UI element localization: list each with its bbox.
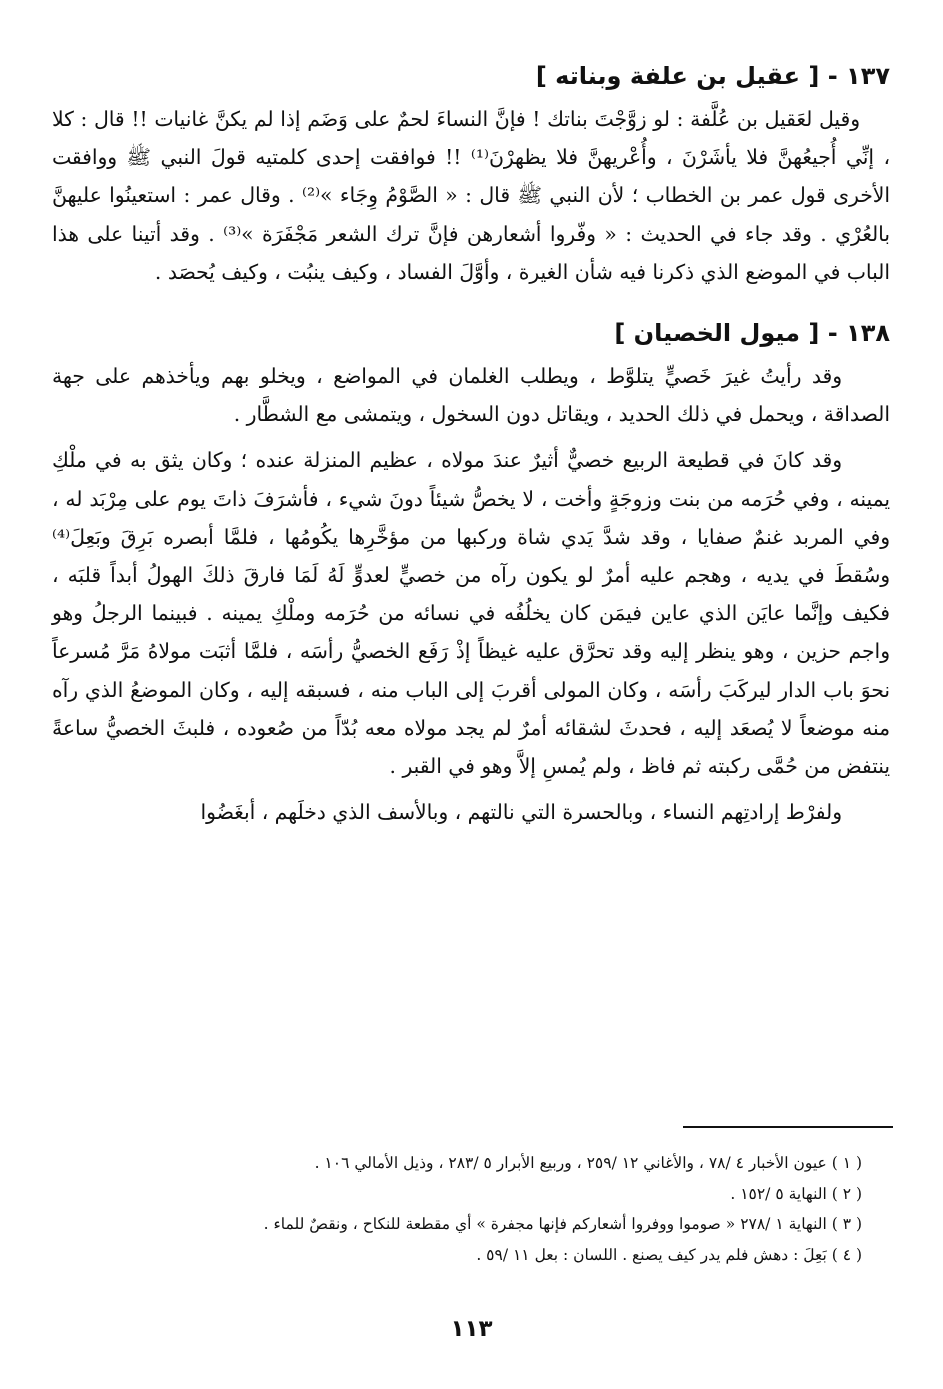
paragraph-aqil: وقيل لعَقيل بن عُلَّفة : لو زوَّجْتَ بناتك ! فإنَّ النساءَ لحمٌ على وَضَم إذا لم يكنَّ غانيات !! قال : كلا ، إنِّي أُجيعُهنَّ فلا يأشَرْنَ ، وأُعْريهنَّ فلا يظهرْنَ⁽¹⁾ !! فوافقت إحدى كلمتيه قولَ النبي ﷺ ووافقت الأخرى قول عمر بن الخطاب ؛ لأن النبي ﷺ قال : « الصَّوْمُ وِجَاء »⁽²⁾ . وقال عمر : استعينُوا عليهنَّ بالعُرْي . وقد جاء في الحديث : « وفّروا أشعارهن فإنَّ ترك الشعر مَجْفَرَة »⁽³⁾ . وقد أتينا على هذا الباب في الموضع الذي ذكرنا فيه شأن الغيرة ، وأوَّلَ الفساد ، وكيف ينبُت ، وكيف يُحصَد . xyxy=(52,107,890,284)
paragraph-khisyan-2: وقد كانَ في قطيعة الربيع خصيٌّ أثيرٌ عندَ مولاه ، عظيم المنزلة عنده ؛ وكان يثق به في ملْكِ يمينه ، وفي حُرَمه من بنت وزوجَةٍ وأخت ، لا يخصُّ شيئاً دونَ شيء ، فأشرَفَ ذاتَ يوم على مِرْبَد له ، وفي المربد غنمٌ صفايا ، وقد شدَّ يَدي شاة وركبها من مؤخَّرِها يكُومُها ، فلمَّا أبصره بَرِقَ وبَعِلَ⁽⁴⁾ وسُقطَ في يديه ، وهجم عليه أمرٌ لو يكون رآه من خصيٍّ لعدوٍّ لَهُ لَمَا فارقَ ذلكَ الهولُ أبداً قلبَه ، فكيف وإنَّما عايَن الذي عاين فيمَن كان يخلُفُه في نسائه من حُرَمه وملْكِ يمينه . فبينما الرجلُ وهو واجم حزين ، وهو ينظر إليه وقد تحرَّق عليه غيظاً إذْ رَفَع الخصيُّ رأسَه ، فلمَّا أثبَت مولاهُ مَرَّ مُسرعاً نحوَ باب الدار ليركَبَ رأسَه ، وكان المولى أقربَ إلى الباب منه ، فسبقه إليه ، وكان الموضعُ الذي رآه منه موضعاً لا يُصعَد إليه ، فحدثَ لشقائه أمرٌ لم يجد مولاه معه بُدّاً من صُعوده ، فلبثَ الخصيُّ ساعةً ينتفض من حُمَّى ركبته ثم فاظ ، ولم يُمسِ إلاَّ وهو في القبر . xyxy=(52,448,890,779)
footnote-divider xyxy=(683,1126,893,1128)
paragraph-khisyan-1: وقد رأيتُ غيرَ خَصيٍّ يتلوَّط ، ويطلب الغلمان في المواضع ، ويخلو بهم ويأخذهم على جهة الصداقة ، ويحمل في ذلك الحديد ، ويقاتل دون السخول ، ويتمشى مع الشطَّار . xyxy=(52,364,890,427)
footnote-4: ( ٤ ) بَعِلَ : دهش فلم يدر كيف يصنع . اللسان : بعل ١١ /٥٩ . xyxy=(476,1245,862,1264)
footnote-2: ( ٢ ) النهاية ٥ /١٥٢ . xyxy=(730,1184,862,1203)
section-heading-137: ١٣٧ - [ عقيل بن علفة وبناته ] xyxy=(535,62,890,90)
section-heading-138: ١٣٨ - [ ميول الخصيان ] xyxy=(614,319,890,348)
page-body xyxy=(52,54,890,839)
footnote-3: ( ٣ ) النهاية ١ /٢٧٨ « صوموا ووفروا أشعاركم فإنها مجفرة » أي مقطعة للنكاح ، ونقصٌ للماء . xyxy=(263,1215,862,1233)
page-number: ١١٣ xyxy=(450,1316,493,1342)
footnotes xyxy=(52,1148,862,1270)
footnote-1: ( ١ ) عيون الأخبار ٤ /٧٨ ، والأغاني ١٢ /٢٥٩ ، وربيع الأبرار ٥ /٢٨٣ ، وذيل الأمالي ١٠٦ . xyxy=(314,1154,862,1172)
paragraph-khisyan-3: ولفرْط إرادتِهم النساء ، وبالحسرة التي نالتهم ، وبالأسف الذي دخلَهم ، أبغَضُوا xyxy=(200,800,842,825)
